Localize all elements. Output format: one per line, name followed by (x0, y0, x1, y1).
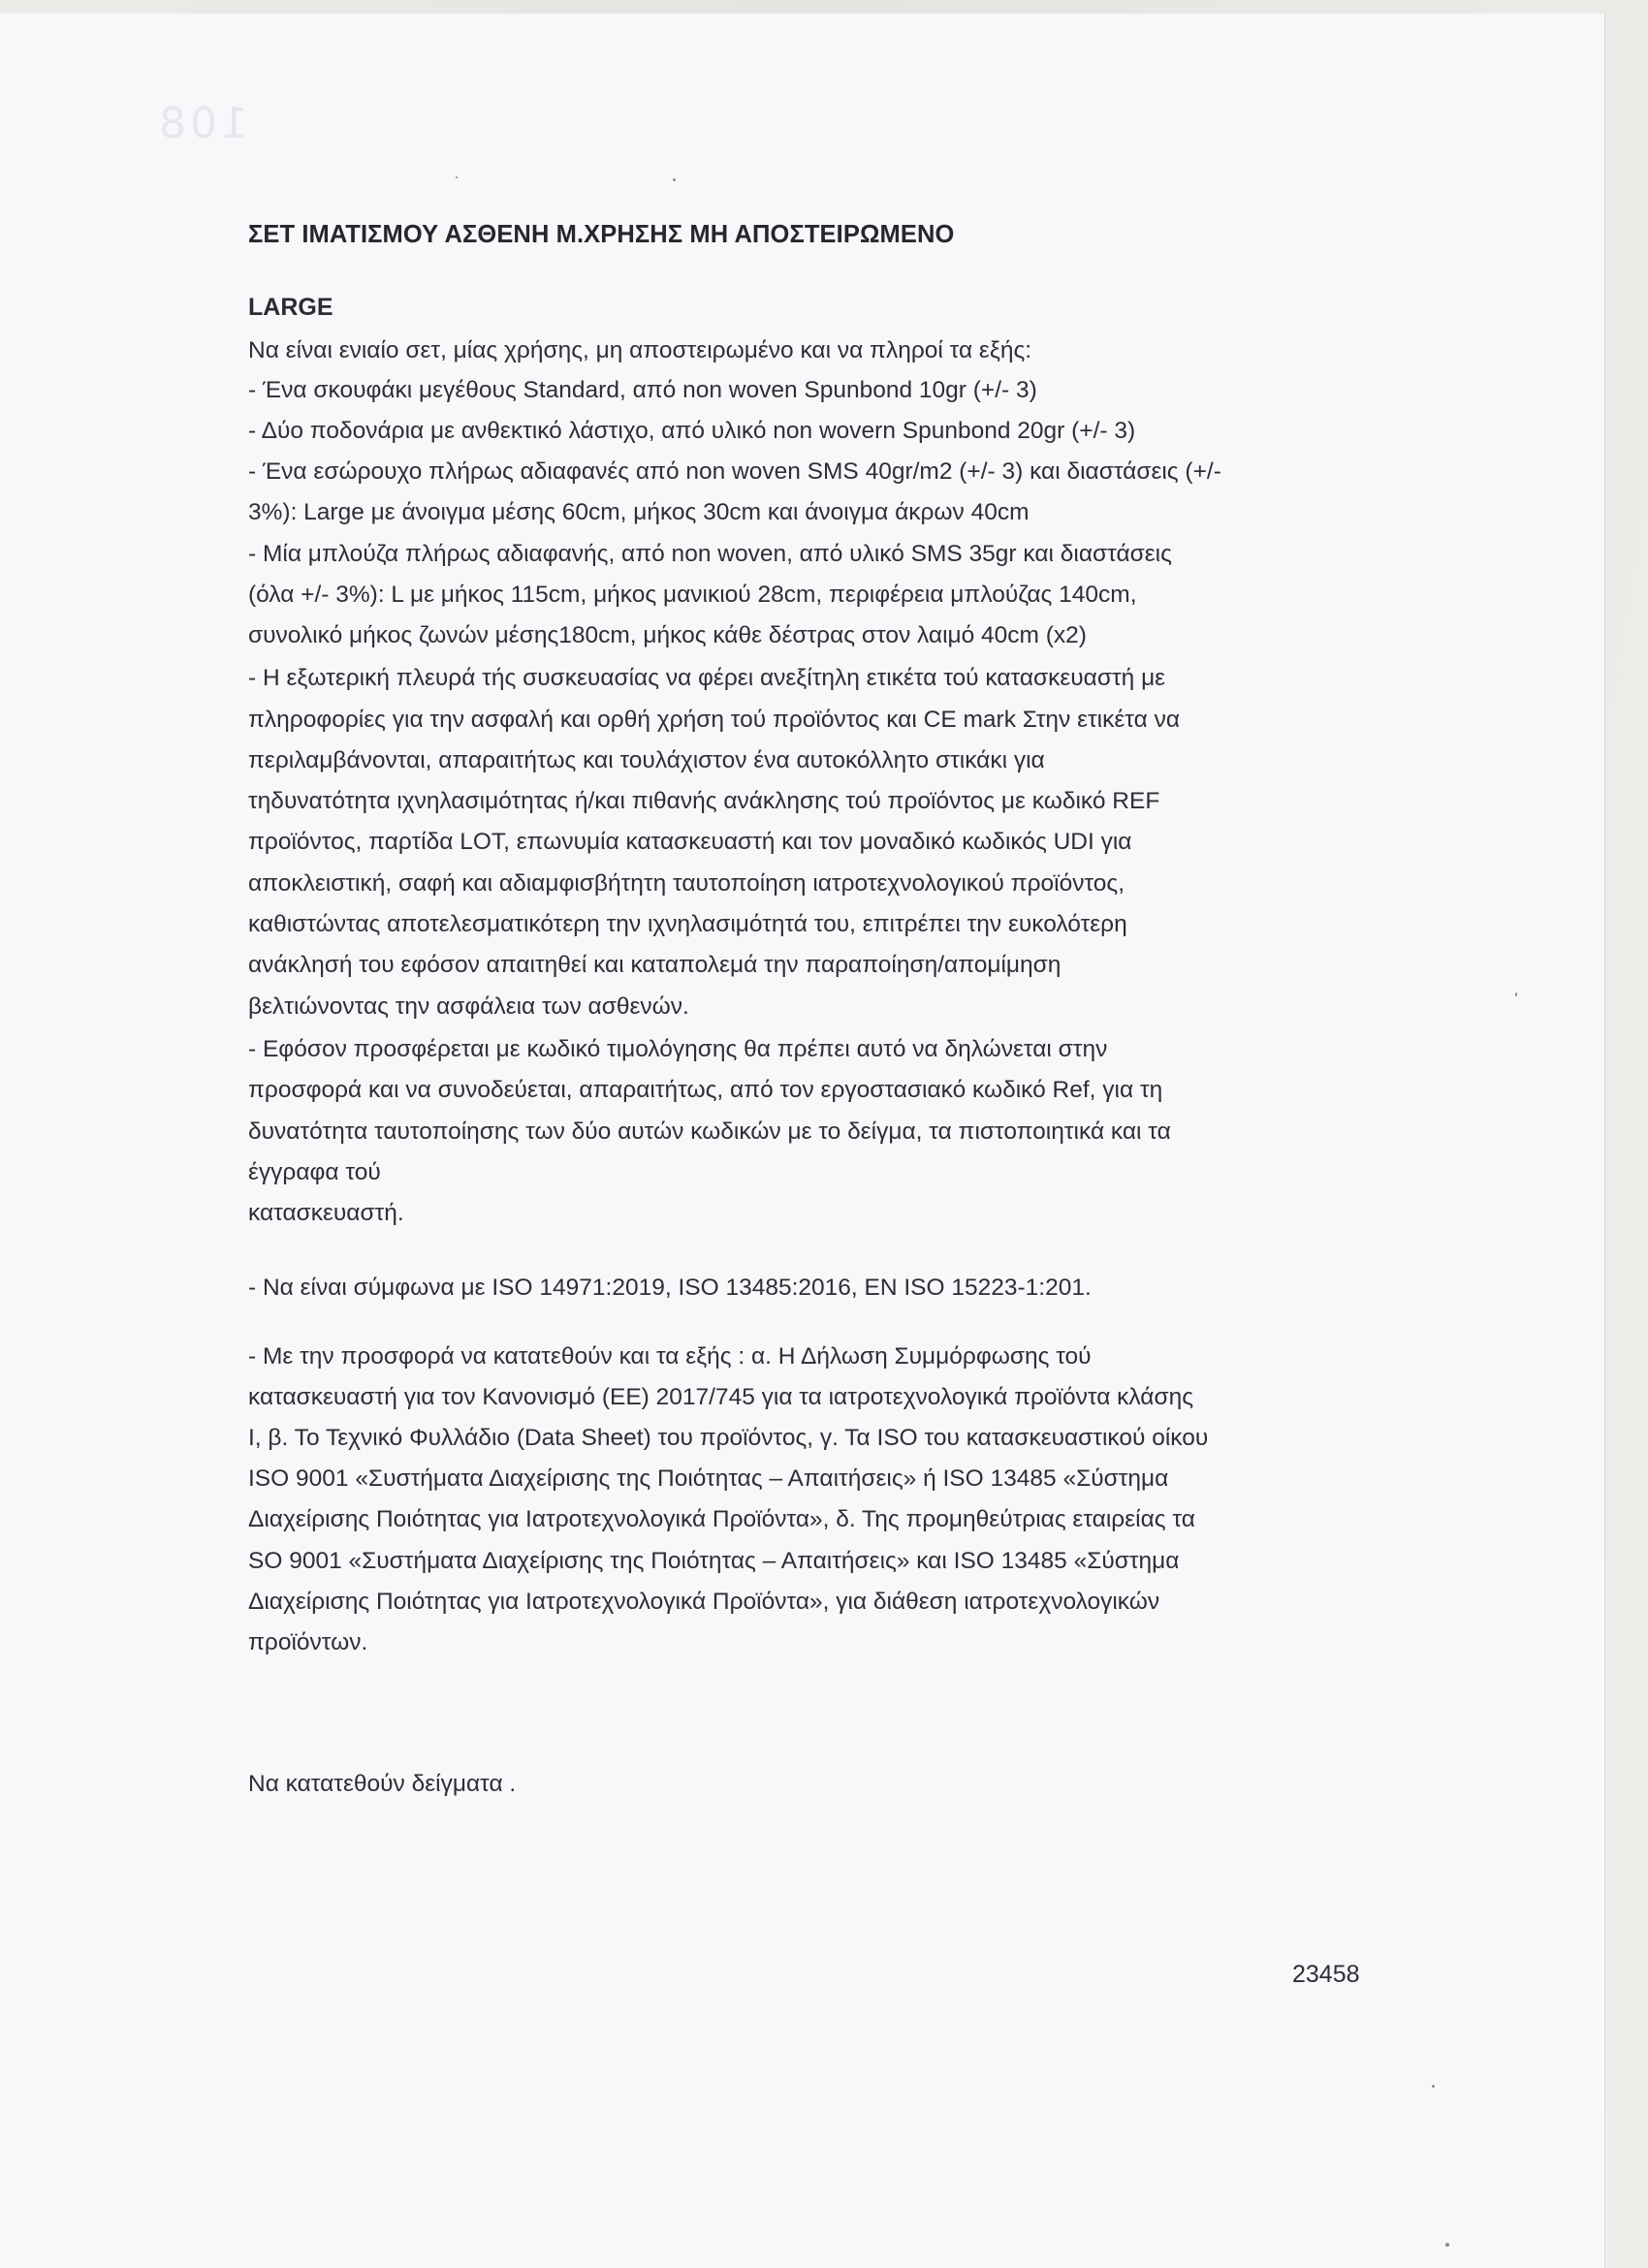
requirement-line: αποκλειστική, σαφή και αδιαμφισβήτητη ταυτοποίηση ιατροτεχνολογικού προϊόντος, (248, 870, 1125, 897)
submission-line: Διαχείρισης Ποιότητας για Ιατροτεχνολογικά Προϊόντα», δ. Της προμηθεύτριας εταιρείας τα (248, 1506, 1195, 1532)
document-title: ΣΕΤ ΙΜΑΤΙΣΜΟΥ ΑΣΘΕΝΗ Μ.ΧΡΗΣΗΣ ΜΗ ΑΠΟΣΤΕΙΡΩΜΕΝΟ (248, 221, 955, 248)
requirement-line: 3%): Large με άνοιγμα μέσης 60cm, μήκος 30cm και άνοιγμα άκρων 40cm (248, 499, 1030, 525)
reference-number: 23458 (1292, 1961, 1360, 1988)
requirement-line: - Ένα σκουφάκι μεγέθους Standard, από non woven Spunbond 10gr (+/- 3) (248, 377, 1037, 403)
submission-line: SO 9001 «Συστήματα Διαχείρισης της Ποιότητας – Απαιτήσεις» και ISO 13485 «Σύστημα (248, 1548, 1180, 1574)
requirement-line: προσφορά και να συνοδεύεται, απαραιτήτως, από τον εργοστασιακό κωδικό Ref, για τη (248, 1077, 1163, 1103)
submission-line: προϊόντων. (248, 1629, 368, 1655)
standards-line: - Να είναι σύμφωνα με ISO 14971:2019, ISO 13485:2016, EN ISO 15223-1:201. (248, 1275, 1092, 1301)
requirement-line: πληροφορίες για την ασφαλή και ορθή χρήση τού προϊόντος και CE mark Στην ετικέτα να (248, 707, 1181, 733)
submission-line: κατασκευαστή για τον Κανονισμό (ΕΕ) 2017/745 για τα ιατροτεχνολογικά προϊόντα κλάσης (248, 1384, 1194, 1410)
requirement-line: - Μία μπλούζα πλήρως αδιαφανής, από non woven, από υλικό SMS 35gr και διαστάσεις (248, 541, 1172, 567)
requirement-line: δυνατότητα ταυτοποίησης των δύο αυτών κωδικών με το δείγμα, τα πιστοποιητικά και τα (248, 1118, 1171, 1145)
requirement-line: τηδυνατότητα ιχνηλασιμότητας ή/και πιθανής ανάκλησης τού προϊόντος με κωδικό REF (248, 788, 1160, 814)
scan-speck (673, 178, 676, 181)
scan-speck (1432, 2085, 1435, 2088)
requirement-line: περιλαμβάνονται, απαραιτήτως και τουλάχιστον ένα αυτοκόλλητο στικάκι για (248, 747, 1045, 773)
requirement-line: προϊόντος, παρτίδα LOT, επωνυμία κατασκευαστή και τον μοναδικό κωδικός UDI για (248, 829, 1132, 855)
submission-line: Ι, β. Το Τεχνικό Φυλλάδιο (Data Sheet) του προϊόντος, γ. Τα ISO του κατασκευαστικού οίκου (248, 1425, 1209, 1451)
requirement-line: βελτιώνοντας την ασφάλεια των ασθενών. (248, 993, 689, 1020)
submission-line: ISO 9001 «Συστήματα Διαχείρισης της Ποιότητας – Απαιτήσεις» ή ISO 13485 «Σύστημα (248, 1465, 1169, 1492)
scan-speck (1515, 992, 1517, 996)
requirement-line: έγγραφα τού (248, 1159, 381, 1185)
requirement-line: - Δύο ποδονάρια με ανθεκτικό λάστιχο, από υλικό non wovern Spunbond 20gr (+/- 3) (248, 418, 1136, 444)
bleed-through-mark: 108 (155, 99, 248, 148)
requirement-line: (όλα +/- 3%): L με μήκος 115cm, μήκος μανικιού 28cm, περιφέρεια μπλούζας 140cm, (248, 582, 1137, 608)
requirement-line: - Εφόσον προσφέρεται με κωδικό τιμολόγησης θα πρέπει αυτό να δηλώνεται στην (248, 1036, 1108, 1062)
samples-note: Να κατατεθούν δείγματα . (248, 1771, 517, 1797)
requirement-line: Να είναι ενιαίο σετ, μίας χρήσης, μη αποστειρωμένο και να πληροί τα εξής: (248, 337, 1032, 363)
requirement-line: - Η εξωτερική πλευρά τής συσκευασίας να φέρει ανεξίτηλη ετικέτα τού κατασκευαστή με (248, 665, 1166, 691)
requirement-line: συνολικό μήκος ζωνών μέσης180cm, μήκος κάθε δέστρας στον λαιμό 40cm (x2) (248, 622, 1087, 648)
requirement-line: καθιστώντας αποτελεσματικότερη την ιχνηλασιμότητά του, επιτρέπει την ευκολότερη (248, 911, 1127, 937)
requirement-line: - Ένα εσώρουχο πλήρως αδιαφανές από non woven SMS 40gr/m2 (+/- 3) και διαστάσεις (+/- (248, 458, 1221, 485)
scan-speck (456, 176, 458, 178)
scan-speck (1445, 2243, 1449, 2247)
requirement-line: κατασκευαστή. (248, 1200, 404, 1226)
submission-line: Διαχείρισης Ποιότητας για Ιατροτεχνολογικά Προϊόντα», για διάθεση ιατροτεχνολογικών (248, 1589, 1160, 1615)
submission-line: - Με την προσφορά να κατατεθούν και τα εξής : α. Η Δήλωση Συμμόρφωσης τού (248, 1343, 1092, 1370)
size-heading: LARGE (248, 294, 333, 321)
requirement-line: ανάκλησή του εφόσον απαιτηθεί και καταπολεμά την παραποίηση/απομίμηση (248, 952, 1062, 978)
